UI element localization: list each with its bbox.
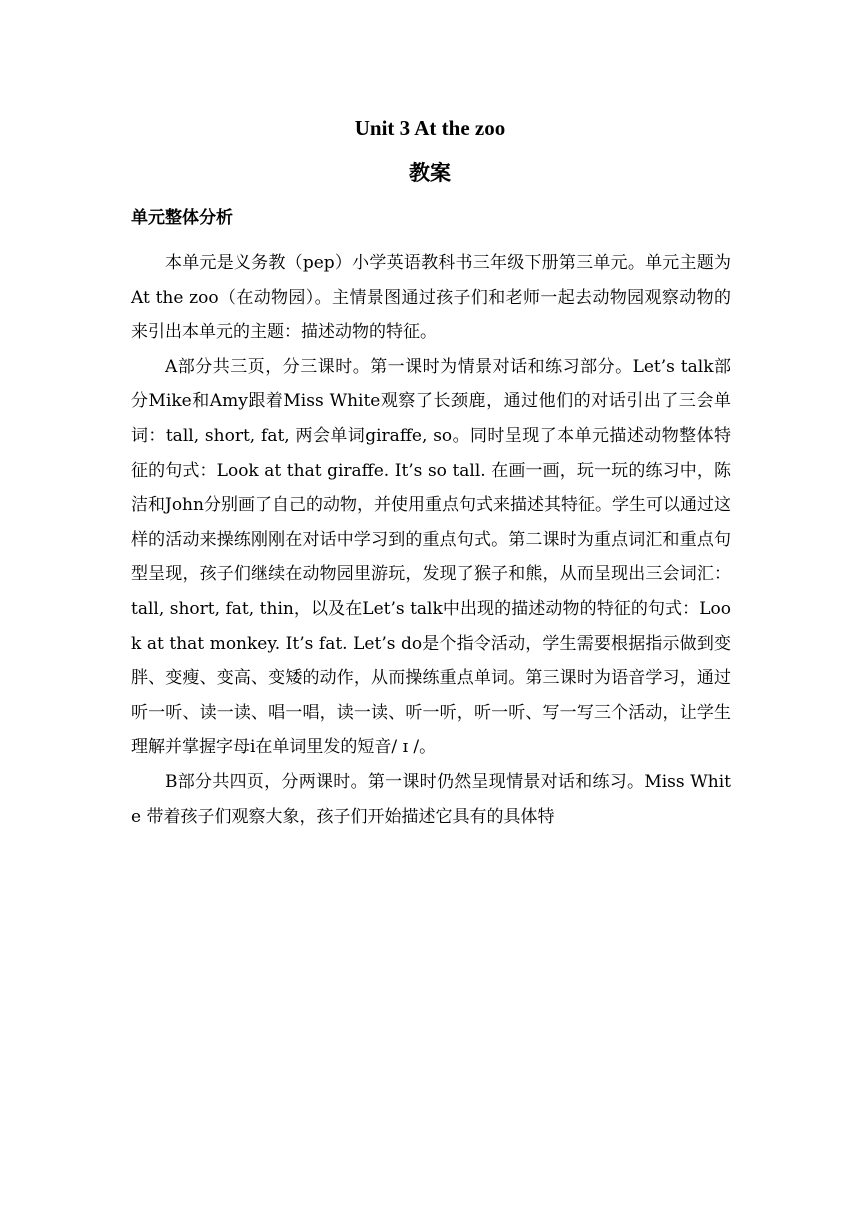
document-title: Unit 3 At the zoo — [354, 116, 506, 140]
section-heading: 单元整体分析 — [131, 208, 233, 228]
paragraph-part-b: B部分共四页，分两课时。第一课时仍然呈现情景对话和练习。Miss White 带着孩子们观察大象，孩子们开始描述它具有的具体特 — [131, 771, 731, 827]
document-body — [131, 246, 731, 834]
document-subtitle: 教案 — [409, 161, 451, 185]
paragraph-intro: 本单元是义务教（pep）小学英语教科书三年级下册第三单元。单元主题为At the zoo（在动物园）。主情景图通过孩子们和老师一起去动物园观察动物的来引出本单元的主题：描述动物的特征。 — [131, 253, 731, 343]
paragraph-part-a: A部分共三页，分三课时。第一课时为情景对话和练习部分。Let’s talk部分Mike和Amy跟着Miss White观察了长颈鹿，通过他们的对话引出了三会单词：tall, short, fat, 两会单词giraffe, so。同时呈现了本单元描述动物整体特征的句式：Look at that giraffe. It’s so tall. 在画一画，玩一玩的练习中，陈洁和John分别画了自己的动物，并使用重点句式来描述其特征。学生可以通过这样的活动来操练刚刚在对话中学习到的重点句式。第二课时为重点词汇和重点句型呈现，孩子们继续在动物园里游玩，发现了猴子和熊，从而呈现出三会词汇：tall, short, fat, thin，以及在Let’s talk中出现的描述动物的特征的句式：Look at that monkey. It’s fat. Let’s do是个指令活动，学生需要根据指示做到变胖、变瘦、变高、变矮的动作，从而操练重点单词。第三课时为语音学习，通过听一听、读一读、唱一唱，读一读、听一听，听一听、写一写三个活动，让学生理解并掌握字母i在单词里发的短音/ ɪ /。 — [131, 356, 731, 758]
